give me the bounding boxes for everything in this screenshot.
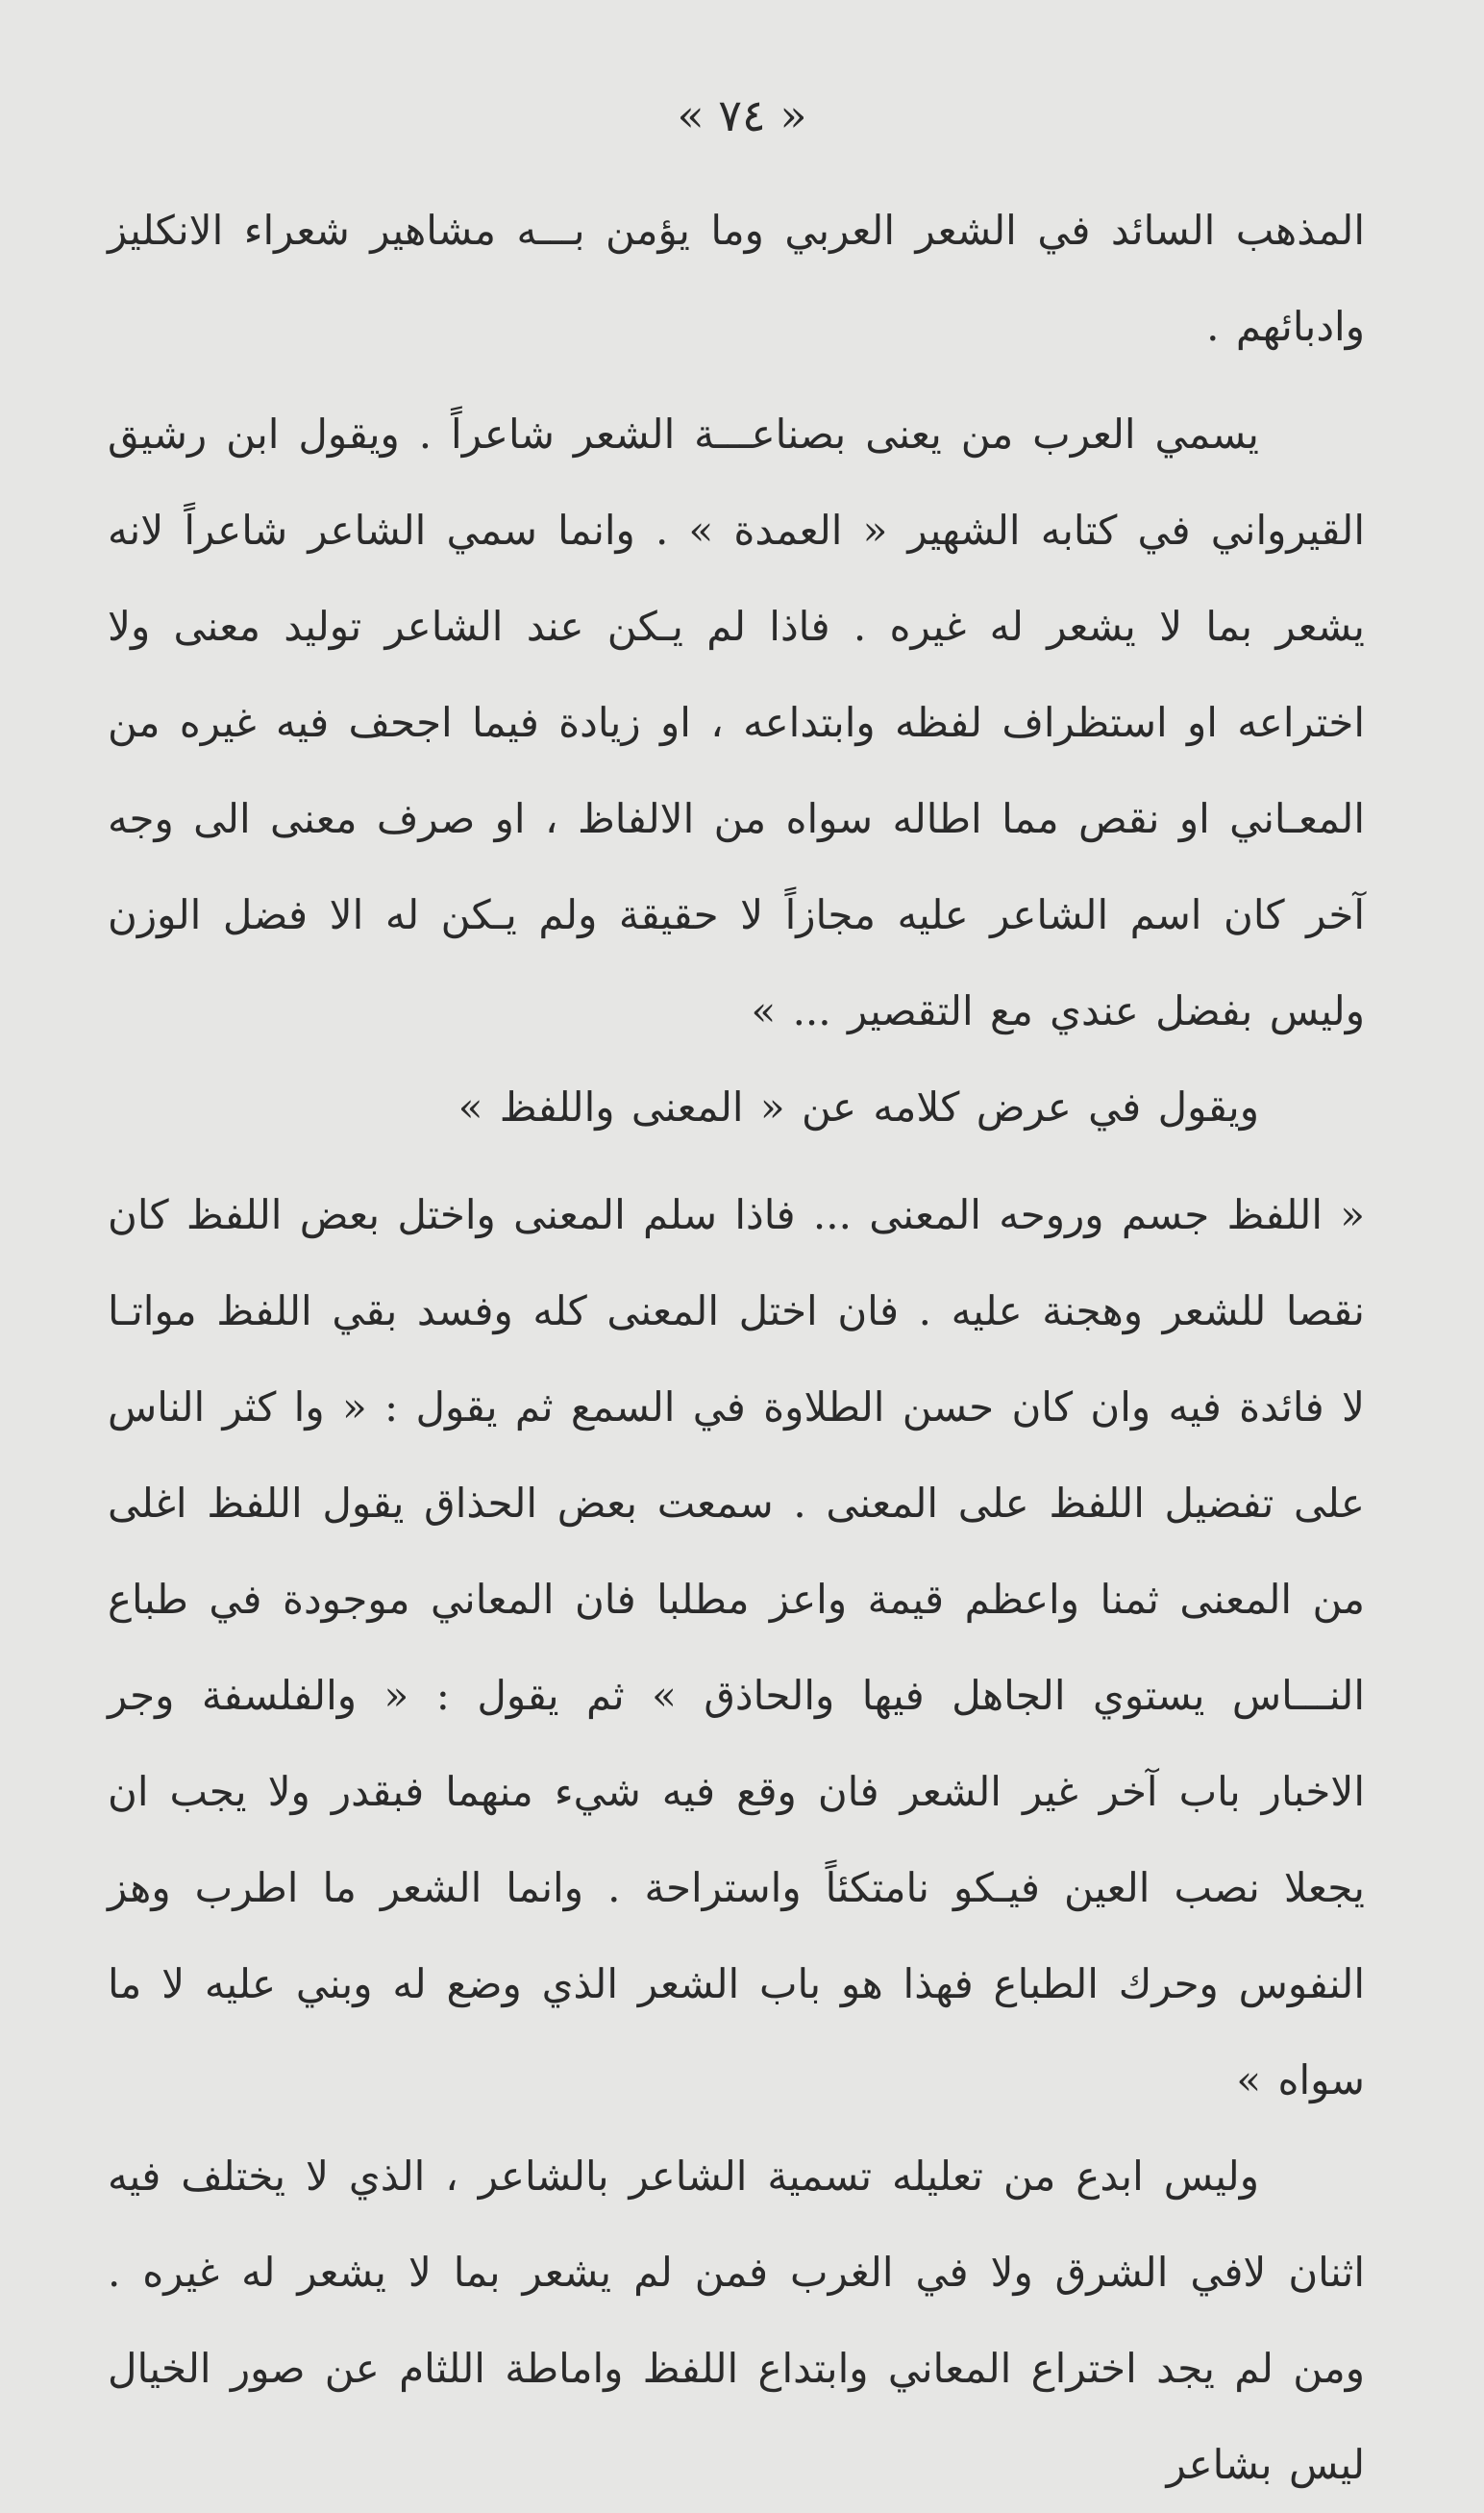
paragraph-5: وليس ابدع من تعليله تسمية الشاعر بالشاعر ، الذي لا يختلف فيه اثنان لافي الشرق ولا في الغرب فمن لم يشعر بما لا يشعر له غيره . ومن لم يجد اختراع المعاني وابتداع اللفظ واماطة اللثام عن صور الخيال ليس بشاعر <box>108 2152 1365 2488</box>
body-text <box>108 183 1365 2513</box>
paragraph-1: المذهب السائد في الشعر العربي وما يؤمن بـــه مشاهير شعراء الانكليز وادبائهم . <box>108 207 1365 350</box>
page-number: « ٧٤ » <box>677 89 807 141</box>
paragraph-4: « اللفظ جسم وروحه المعنى ... فاذا سلم المعنى واختل بعض اللفظ كان نقصا للشعر وهجنة عليه . فان اختل المعنى كله وفسد بقي اللفظ مواتـا لا فائدة فيه وان كان حسن الطلاوة في السمع ثم يقول : « وا كثر الناس على تفضيل اللفظ على المعنى . سمعت بعض الحذاق يقول اللفظ اغلى من المعنى ثمنا واعظم قيمة واعز مطلبا فان المعاني موجودة في طباع النـــاس يستوي الجاهل فيها والحاذق » ثم يقول : « والفلسفة وجر الاخبار باب آخر غير الشعر فان وقع فيه شيء منهما فبقدر ولا يجب ان يجعلا نصب العين فيـكو نامتكئاً واستراحة . وانما الشعر ما اطرب وهز النفوس وحرك الطباع فهذا هو باب الشعر الذي وضع له وبني عليه لا ما سواه » <box>108 1191 1365 2103</box>
paragraph-2: يسمي العرب من يعنى بصناعـــة الشعر شاعراً . ويقول ابن رشيق القيرواني في كتابه الشهير « العمدة » . وانما سمي الشاعر شاعراً لانه يشعر بما لا يشعر له غيره . فاذا لم يـكن عند الشاعر توليد معنى ولا اختراعه او استظراف لفظه وابتداعه ، او زيادة فيما اجحف فيه غيره من المعـاني او نقص مما اطاله سواه من الالفاظ ، او صرف معنى الى وجه آخر كان اسم الشاعر عليه مجازاً لا حقيقة ولم يـكن له الا فضل الوزن وليس بفضل عندي مع التقصير ... » <box>108 411 1365 1034</box>
paragraph-3: ويقول في عرض كلامه عن « المعنى واللفظ » <box>458 1083 1259 1131</box>
